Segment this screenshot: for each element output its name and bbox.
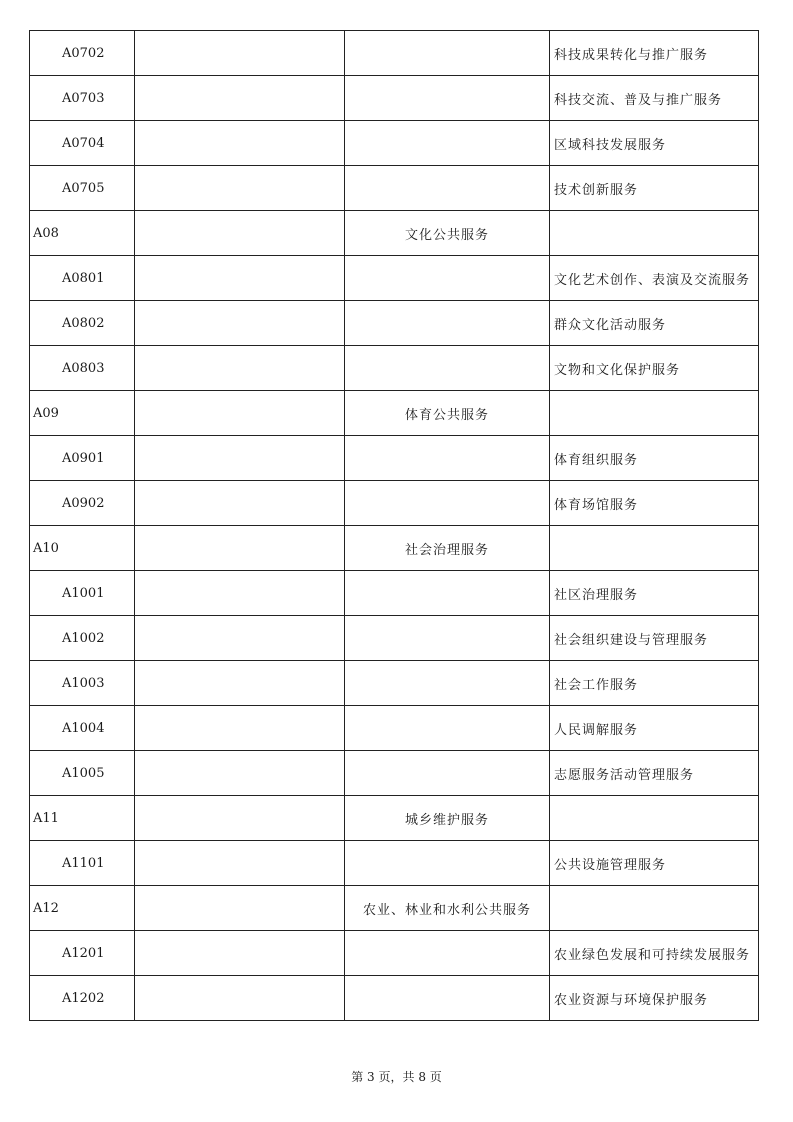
blank-cell	[135, 211, 345, 256]
table-row	[30, 436, 759, 481]
category-cell	[345, 31, 550, 76]
table-row	[30, 76, 759, 121]
item-cell: 技术创新服务	[550, 166, 759, 211]
blank-cell	[135, 526, 345, 571]
table-row	[30, 256, 759, 301]
category-cell: 社会治理服务	[345, 526, 550, 571]
blank-cell	[135, 976, 345, 1021]
category-cell: 体育公共服务	[345, 391, 550, 436]
blank-cell	[135, 931, 345, 976]
table-row	[30, 301, 759, 346]
item-cell: 科技成果转化与推广服务	[550, 31, 759, 76]
blank-cell	[135, 166, 345, 211]
code-cell: A0902	[30, 481, 135, 526]
item-cell: 社区治理服务	[550, 571, 759, 616]
table-row	[30, 976, 759, 1021]
table-row	[30, 526, 759, 571]
table-row	[30, 166, 759, 211]
category-cell	[345, 481, 550, 526]
category-cell	[345, 166, 550, 211]
blank-cell	[135, 706, 345, 751]
blank-cell	[135, 391, 345, 436]
code-cell: A0702	[30, 31, 135, 76]
category-cell	[345, 616, 550, 661]
table-row	[30, 121, 759, 166]
code-cell: A1201	[30, 931, 135, 976]
blank-cell	[135, 121, 345, 166]
code-cell: A08	[30, 211, 135, 256]
item-cell	[550, 796, 759, 841]
table-row	[30, 886, 759, 931]
blank-cell	[135, 436, 345, 481]
table-row	[30, 211, 759, 256]
item-cell: 群众文化活动服务	[550, 301, 759, 346]
code-cell: A0803	[30, 346, 135, 391]
category-cell	[345, 571, 550, 616]
blank-cell	[135, 481, 345, 526]
category-cell	[345, 436, 550, 481]
table-row	[30, 31, 759, 76]
category-cell	[345, 931, 550, 976]
table-row	[30, 841, 759, 886]
item-cell: 体育组织服务	[550, 436, 759, 481]
blank-cell	[135, 841, 345, 886]
blank-cell	[135, 571, 345, 616]
code-cell: A0801	[30, 256, 135, 301]
item-cell: 文物和文化保护服务	[550, 346, 759, 391]
code-cell: A0705	[30, 166, 135, 211]
item-cell	[550, 391, 759, 436]
table-row	[30, 796, 759, 841]
blank-cell	[135, 31, 345, 76]
category-cell	[345, 706, 550, 751]
item-cell: 社会组织建设与管理服务	[550, 616, 759, 661]
category-cell	[345, 346, 550, 391]
item-cell: 科技交流、普及与推广服务	[550, 76, 759, 121]
table-row	[30, 616, 759, 661]
item-cell: 农业资源与环境保护服务	[550, 976, 759, 1021]
category-cell	[345, 841, 550, 886]
blank-cell	[135, 751, 345, 796]
item-cell: 文化艺术创作、表演及交流服务	[550, 256, 759, 301]
table-row	[30, 661, 759, 706]
page-footer: 第 3 页，共 8 页	[351, 1070, 442, 1084]
code-cell: A0901	[30, 436, 135, 481]
table-row	[30, 391, 759, 436]
table-row	[30, 706, 759, 751]
category-cell	[345, 301, 550, 346]
blank-cell	[135, 256, 345, 301]
category-cell	[345, 751, 550, 796]
category-cell	[345, 256, 550, 301]
code-cell: A0802	[30, 301, 135, 346]
table-row	[30, 931, 759, 976]
blank-cell	[135, 76, 345, 121]
category-cell	[345, 76, 550, 121]
service-catalog-table	[29, 30, 759, 1021]
code-cell: A1005	[30, 751, 135, 796]
category-cell: 文化公共服务	[345, 211, 550, 256]
code-cell: A10	[30, 526, 135, 571]
table-row	[30, 481, 759, 526]
blank-cell	[135, 346, 345, 391]
blank-cell	[135, 661, 345, 706]
code-cell: A11	[30, 796, 135, 841]
table-row	[30, 751, 759, 796]
category-cell: 农业、林业和水利公共服务	[345, 886, 550, 931]
category-cell: 城乡维护服务	[345, 796, 550, 841]
blank-cell	[135, 796, 345, 841]
item-cell	[550, 886, 759, 931]
category-cell	[345, 121, 550, 166]
code-cell: A1002	[30, 616, 135, 661]
code-cell: A1004	[30, 706, 135, 751]
table-row	[30, 571, 759, 616]
item-cell: 农业绿色发展和可持续发展服务	[550, 931, 759, 976]
code-cell: A1202	[30, 976, 135, 1021]
blank-cell	[135, 616, 345, 661]
category-cell	[345, 976, 550, 1021]
item-cell: 人民调解服务	[550, 706, 759, 751]
code-cell: A12	[30, 886, 135, 931]
code-cell: A0704	[30, 121, 135, 166]
item-cell	[550, 526, 759, 571]
item-cell: 公共设施管理服务	[550, 841, 759, 886]
table-row	[30, 346, 759, 391]
code-cell: A1101	[30, 841, 135, 886]
item-cell	[550, 211, 759, 256]
code-cell: A09	[30, 391, 135, 436]
item-cell: 区域科技发展服务	[550, 121, 759, 166]
item-cell: 体育场馆服务	[550, 481, 759, 526]
code-cell: A0703	[30, 76, 135, 121]
table-body	[30, 31, 759, 1021]
item-cell: 社会工作服务	[550, 661, 759, 706]
item-cell: 志愿服务活动管理服务	[550, 751, 759, 796]
code-cell: A1001	[30, 571, 135, 616]
category-cell	[345, 661, 550, 706]
code-cell: A1003	[30, 661, 135, 706]
blank-cell	[135, 886, 345, 931]
blank-cell	[135, 301, 345, 346]
